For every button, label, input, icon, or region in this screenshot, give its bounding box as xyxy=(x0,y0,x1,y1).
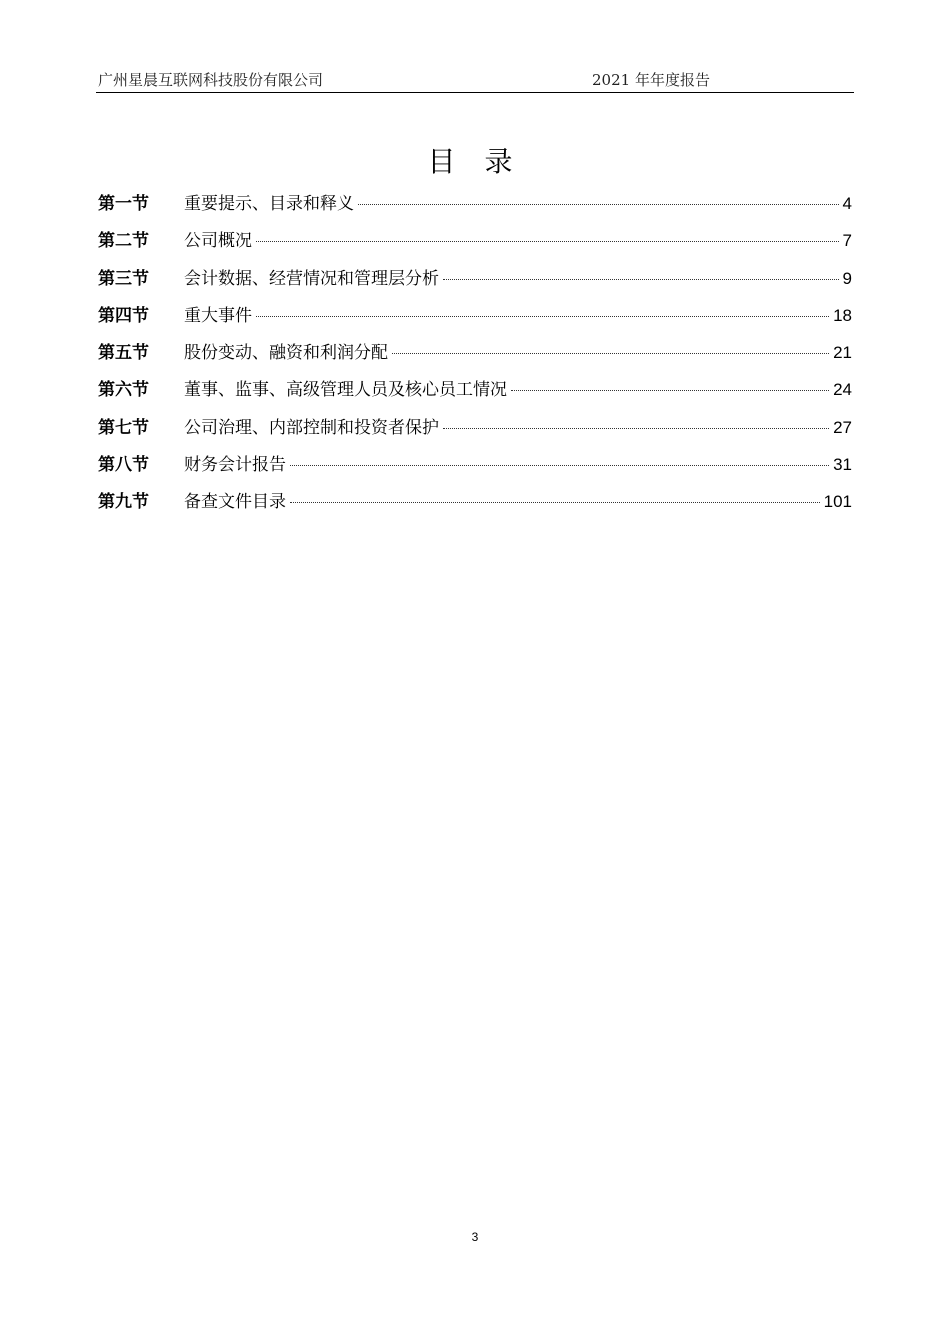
toc-section-label: 第八节 xyxy=(98,455,149,476)
toc-leader-dots xyxy=(358,204,839,205)
toc-section-label: 第四节 xyxy=(98,305,149,326)
toc-section-label: 第三节 xyxy=(98,268,149,289)
header-report-title: 2021 年年度报告 xyxy=(592,71,710,89)
page-number: 3 xyxy=(471,1230,479,1244)
toc-section-title: 股份变动、融资和利润分配 xyxy=(184,343,388,364)
toc-page-number: 24 xyxy=(833,380,852,400)
toc-leader-dots xyxy=(443,279,839,280)
toc-entry-2[interactable] xyxy=(98,226,852,263)
toc-heading: 目 录 xyxy=(427,145,523,178)
toc-entry-8[interactable] xyxy=(98,450,852,487)
toc-section-label: 第九节 xyxy=(98,492,149,513)
toc-leader-dots xyxy=(511,390,829,391)
toc-entry-5[interactable] xyxy=(98,338,852,375)
toc-leader-dots xyxy=(392,353,829,354)
toc-entry-4[interactable] xyxy=(98,301,852,338)
toc-entry-7[interactable] xyxy=(98,413,852,450)
toc-page-number: 7 xyxy=(842,231,852,251)
toc-page-number: 31 xyxy=(833,455,852,475)
toc-entry-9[interactable] xyxy=(98,487,852,524)
toc-section-label: 第一节 xyxy=(98,194,149,214)
toc-section-title: 董事、监事、高级管理人员及核心员工情况 xyxy=(184,380,507,401)
toc-entry-6[interactable] xyxy=(98,375,852,412)
toc-leader-dots xyxy=(256,241,839,242)
toc-leader-dots xyxy=(290,465,829,466)
toc-section-title: 公司治理、内部控制和投资者保护 xyxy=(184,417,439,438)
header-company-name: 广州星晨互联网科技股份有限公司 xyxy=(98,71,324,89)
toc-leader-dots xyxy=(256,316,829,317)
toc-section-label: 第二节 xyxy=(98,231,149,252)
toc-section-label: 第五节 xyxy=(98,343,149,364)
toc-section-title: 财务会计报告 xyxy=(184,455,286,476)
toc-leader-dots xyxy=(443,428,829,429)
toc-entry-1[interactable] xyxy=(98,189,852,226)
toc-page-number: 21 xyxy=(833,343,852,363)
toc-section-title: 会计数据、经营情况和管理层分析 xyxy=(184,268,439,289)
toc-page-number: 101 xyxy=(823,492,852,512)
toc-page-number: 27 xyxy=(833,417,852,437)
toc-entry-3[interactable] xyxy=(98,264,852,301)
toc-section-title: 重大事件 xyxy=(184,305,252,326)
toc-page-number: 18 xyxy=(833,305,852,325)
toc-section-title: 重要提示、目录和释义 xyxy=(184,194,354,214)
page-header xyxy=(96,66,854,93)
toc-section-title: 备查文件目录 xyxy=(184,492,286,513)
toc-page-number: 4 xyxy=(842,194,852,213)
table-of-contents xyxy=(98,189,852,525)
toc-leader-dots xyxy=(290,502,820,503)
toc-page-number: 9 xyxy=(842,268,852,288)
toc-section-label: 第六节 xyxy=(98,380,149,401)
toc-section-label: 第七节 xyxy=(98,417,149,438)
toc-section-title: 公司概况 xyxy=(184,231,252,252)
